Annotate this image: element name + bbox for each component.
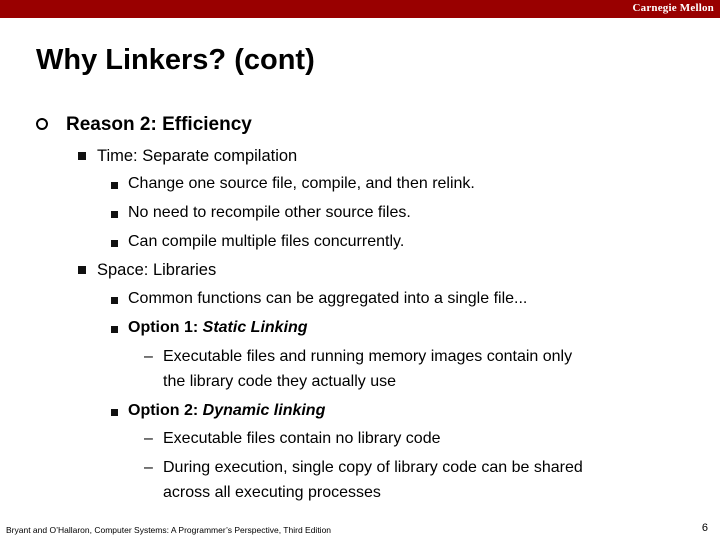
footer-citation: Bryant and O’Hallaron, Computer Systems: A Programmer’s Perspective, Third Edition: [6, 525, 332, 535]
time-heading: Time: Separate compilation: [97, 147, 298, 165]
dash-bullet-icon: –: [144, 348, 153, 365]
slide-title: Why Linkers? (cont): [36, 44, 315, 76]
option2-detail-2-line1: During execution, single copy of library code can be shared: [163, 459, 583, 476]
page-number: 6: [701, 522, 708, 534]
square-bullet-icon: [111, 409, 118, 416]
square-bullet-icon: [111, 211, 118, 218]
space-item-option2: [128, 402, 325, 420]
option2-detail-2-line2: across all executing processes: [163, 484, 381, 501]
square-bullet-icon: [111, 240, 118, 247]
square-bullet-icon: [111, 326, 118, 333]
space-item-common: Common functions can be aggregated into a single file...: [128, 290, 528, 307]
option1-label: Option 1:: [128, 319, 203, 336]
reason-heading: Reason 2: Efficiency: [66, 114, 252, 135]
square-bullet-icon: [111, 182, 118, 189]
time-item: Can compile multiple files concurrently.: [128, 233, 405, 250]
option2-label: Option 2:: [128, 402, 203, 419]
time-item: No need to recompile other source files.: [128, 204, 411, 221]
header-bar: [0, 0, 720, 18]
dash-bullet-icon: –: [144, 430, 153, 447]
square-bullet-icon: [78, 266, 86, 274]
dash-bullet-icon: –: [144, 459, 153, 476]
space-heading: Space: Libraries: [97, 261, 217, 279]
option2-detail-1: Executable files contain no library code: [163, 430, 441, 447]
brand-label: Carnegie Mellon: [632, 2, 714, 14]
circle-bullet-icon: [36, 118, 48, 130]
time-item: Change one source file, compile, and then relink.: [128, 175, 475, 192]
square-bullet-icon: [78, 152, 86, 160]
option2-name: Dynamic linking: [202, 402, 326, 419]
option1-detail-line2: the library code they actually use: [163, 373, 397, 390]
option1-name: Static Linking: [202, 319, 308, 336]
square-bullet-icon: [111, 297, 118, 304]
option1-detail-line1: Executable files and running memory images contain only: [163, 348, 573, 365]
space-item-option1: [128, 319, 308, 337]
